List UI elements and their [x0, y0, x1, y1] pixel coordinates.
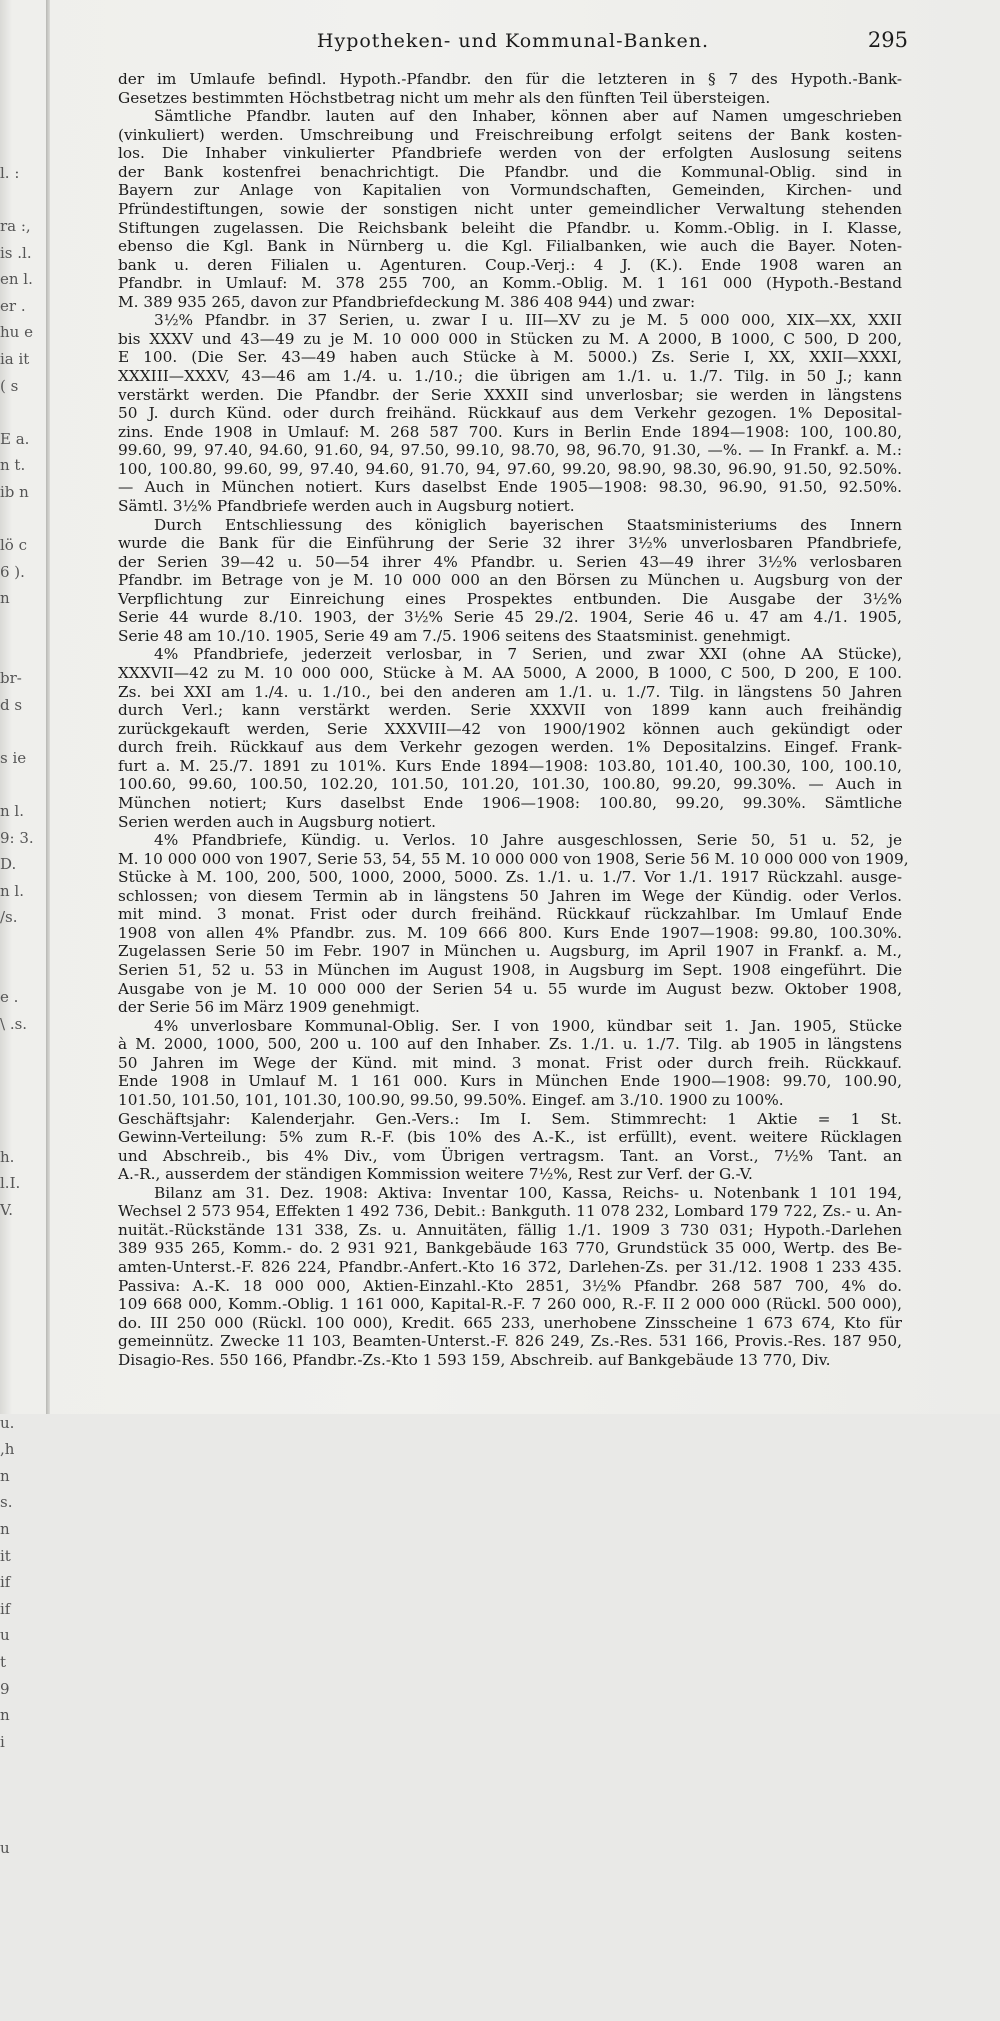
bleed-fragment: ,h — [0, 1440, 15, 1459]
bleed-fragment: ( s — [0, 376, 19, 395]
bleed-fragment: it — [0, 1546, 11, 1565]
bleed-fragment — [0, 107, 48, 134]
text-line: 1908 von allen 4% Pfandbr. zus. M. 109 666 800. Kurs Ende 1907—1908: 99.80, 100.30%. — [118, 923, 902, 942]
text-line: mit mind. 3 monat. Frist oder durch freihänd. Rückkauf rückzahlbar. Im Umlauf Ende — [118, 905, 902, 924]
text-line: Serien werden auch in Augsburg notiert. — [118, 812, 437, 831]
text-line: der Bank kostenfrei benachrichtigt. Die Pfandbr. und die Kommunal-Oblig. sind in — [118, 162, 902, 181]
text-line: Serie 44 wurde 8./10. 1903, der 3½% Serie 45 29./2. 1904, Serie 46 u. 47 am 4./1. 1905, — [118, 608, 902, 627]
text-line: bis XXXV und 43—49 zu je M. 10 000 000 in Stücken zu M. A 2000, B 1000, C 500, D 200, — [118, 329, 902, 348]
text-line: Ausgabe von je M. 10 000 000 der Serien 54 u. 55 wurde im August bezw. Oktober 1908, — [118, 979, 902, 998]
paragraph — [118, 645, 902, 831]
text-line: Gesetzes bestimmten Höchstbetrag nicht um mehr als den fünften Teil übersteigen. — [118, 88, 771, 107]
bleed-fragment: n l. — [0, 881, 24, 900]
bleed-fragment: en l. — [0, 270, 33, 289]
text-line: (vinkuliert) werden. Umschreibung und Freischreibung erfolgt seitens der Bank kosten- — [118, 125, 902, 144]
text-line: XXXIII—XXXV, 43—46 am 1./4. u. 1./10.; die übrigen am 1./1. u. 1./7. Tilg. in 50 J.; kann — [118, 367, 902, 385]
bleed-fragment — [0, 1968, 48, 1995]
text-line: verstärkt werden. Die Pfandbr. der Serie XXXII sind unverlosbar; sie werden in längstens — [118, 385, 902, 404]
bleed-fragment — [0, 1915, 48, 1942]
bleed-fragment — [0, 186, 48, 213]
bleed-fragment: u. — [0, 1413, 15, 1432]
bleed-fragment: n — [0, 1466, 10, 1485]
bleed-fragment: er . — [0, 296, 26, 315]
text-line: 100, 100.80, 99.60, 99, 97.40, 94.60, 91.70, 94, 97.60, 99.20, 98.90, 98.30, 96.90, 91.50, 92.50%. — [118, 459, 902, 478]
text-line: 4% Pfandbriefe, Kündig. u. Verlos. 10 Jahre ausgeschlossen, Serie 50, 51 u. 52, je — [154, 831, 902, 850]
bleed-fragment — [0, 1888, 48, 1915]
text-line: und Abschreib., bis 4% Div., vom Übrigen vertragsm. Tant. an Vorst., 7½% Tant. an — [118, 1146, 902, 1165]
bleed-fragment: u — [0, 1839, 10, 1858]
bleed-fragment — [0, 958, 48, 985]
paragraph — [118, 107, 902, 311]
text-line: Stiftungen zugelassen. Die Reichsbank beleiht die Pfandbr. u. Komm.-Oblig. in I. Klasse, — [118, 218, 902, 237]
text-line: Bayern zur Anlage von Kapitalien von Vormundschaften, Gemeinden, Kirchen- und — [118, 181, 902, 200]
text-line: los. Die Inhaber vinkulierter Pfandbriefe werden von der erfolgten Auslosung seitens — [118, 144, 902, 163]
text-line: nuität.-Rückstände 131 338, Zs. u. Annuitäten, fällig 1./1. 1909 3 730 031; Hypoth.-Darlehen — [118, 1220, 902, 1239]
text-line: Serien 51, 52 u. 53 in München im August 1908, in Augsburg im Sept. 1908 eingeführt. Die — [118, 961, 902, 979]
bleed-fragment — [0, 1862, 48, 1889]
body-text — [118, 70, 909, 1369]
text-line: 50 Jahren im Wege der Künd. mit mind. 3 monat. Frist oder durch freih. Rückkauf. — [118, 1053, 902, 1072]
bleed-fragment: 9 — [0, 1679, 10, 1698]
text-line: Durch Entschliessung des königlich bayerischen Staatsministeriums des Innern — [154, 515, 902, 534]
text-line: Ende 1908 in Umlauf M. 1 161 000. Kurs in München Ende 1900—1908: 99.70, 100.90, — [118, 1072, 902, 1091]
bleed-fragment — [0, 1091, 48, 1118]
text-line: Sämtliche Pfandbr. lauten auf den Inhaber, können aber auf Namen umgeschrieben — [154, 107, 902, 126]
text-line: wurde die Bank für die Einführung der Serie 32 ihrer 3½% unverlosbaren Pfandbriefe, — [118, 534, 902, 553]
text-line: M. 10 000 000 von 1907, Serie 53, 54, 55 M. 10 000 000 von 1908, Serie 56 M. 10 000 000 von 1909, — [118, 849, 909, 868]
running-head: Hypotheken- und Kommunal-Banken. — [316, 30, 710, 52]
text-line: — Auch in München notiert. Kurs daselbst Ende 1905—1908: 98.30, 96.90, 91.50, 92.50%. — [118, 478, 902, 497]
text-line: A.-R., ausserdem der ständigen Kommission weitere 7½%, Rest zur Verf. der G.-V. — [118, 1165, 753, 1184]
text-line: Bilanz am 31. Dez. 1908: Aktiva: Inventar 100, Kassa, Reichs- u. Notenbank 1 101 194, — [154, 1183, 902, 1202]
text-line: do. III 250 000 (Rückl. 100 000), Kredit. 665 233, unerhobene Zinsscheine 1 673 674, Kto für — [118, 1313, 902, 1332]
bleed-fragment: lö c — [0, 536, 27, 555]
text-line: M. 389 935 265, davon zur Pfandbriefdeckung M. 386 408 944) und zwar: — [118, 292, 696, 311]
text-line: Geschäftsjahr: Kalenderjahr. Gen.-Vers.: Im I. Sem. Stimmrecht: 1 Aktie = 1 St. — [118, 1109, 902, 1128]
text-line: 4% unverlosbare Kommunal-Oblig. Ser. I von 1900, kündbar seit 1. Jan. 1905, Stücke — [154, 1016, 902, 1035]
text-line: ebenso die Kgl. Bank in Nürnberg u. die Kgl. Filialbanken, wie auch die Bayer. Noten- — [118, 237, 902, 256]
paragraph — [118, 831, 909, 1017]
bleed-fragment — [0, 1357, 48, 1384]
text-line: München notiert; Kurs daselbst Ende 1906—1908: 100.80, 99.20, 99.30%. Sämtliche — [118, 793, 902, 812]
bleed-fragment — [0, 718, 48, 745]
bleed-fragment — [0, 931, 48, 958]
bleed-fragment: h. — [0, 1147, 15, 1166]
bleed-fragment: ib n — [0, 482, 29, 501]
bleed-fragment — [0, 1782, 48, 1809]
bleed-fragment: d s — [0, 695, 23, 714]
bleed-fragment — [0, 399, 48, 426]
text-line: Sämtl. 3½% Pfandbriefe werden auch in Augsburg notiert. — [118, 496, 575, 515]
bleed-fragment: n t. — [0, 456, 26, 475]
bleed-fragment: hu e — [0, 323, 33, 342]
bleed-fragment — [0, 1995, 48, 2021]
bleed-fragment: e . — [0, 988, 19, 1007]
book-spine-shadow — [46, 0, 50, 1414]
text-line: 3½% Pfandbr. in 37 Serien, u. zwar I u. III—XV zu je M. 5 000 000, XIX—XX, XXII — [154, 311, 902, 330]
bleed-fragment — [0, 1224, 48, 1251]
bleed-fragment: 9: 3. — [0, 828, 34, 847]
text-line: à M. 2000, 1000, 500, 200 u. 100 auf den Inhaber. Zs. 1./1. u. 1./7. Tilg. ab 1905 in längstens — [118, 1035, 902, 1054]
bleed-fragment — [0, 638, 48, 665]
bleed-fragment — [0, 1037, 48, 1064]
paragraph — [118, 1110, 902, 1184]
bleed-fragment — [0, 1330, 48, 1357]
paragraph — [118, 70, 902, 107]
bleed-fragment: br- — [0, 669, 22, 688]
text-line: Passiva: A.-K. 18 000 000, Aktien-Einzahl.-Kto 2851, 3½% Pfandbr. 268 587 700, 4% do. — [118, 1276, 902, 1295]
bleed-fragment: is .l. — [0, 243, 32, 262]
bleed-fragment: t — [0, 1653, 7, 1672]
text-line: 389 935 265, Komm.- do. 2 931 921, Bankgebäude 163 770, Grundstück 35 000, Wertp. des Be- — [118, 1239, 902, 1258]
bleed-fragment — [0, 1942, 48, 1969]
bleed-fragment — [0, 1117, 48, 1144]
text-line: Wechsel 2 573 954, Effekten 1 492 736, Debit.: Bankguth. 11 078 232, Lombard 179 722, Zs.- u. An- — [118, 1202, 902, 1221]
text-line: der im Umlaufe befindl. Hypoth.-Pfandbr. den für die letzteren in § 7 des Hypoth.-Bank- — [118, 70, 902, 88]
text-line: amten-Unterst.-F. 826 224, Pfandbr.-Anfert.-Kto 16 372, Darlehen-Zs. per 31./12. 1908 1 233 435. — [118, 1258, 902, 1276]
bleed-fragment: l. : — [0, 163, 20, 182]
bleed-fragment — [0, 1277, 48, 1304]
bleed-fragment — [0, 1064, 48, 1091]
bleed-fragment: ia it — [0, 349, 30, 368]
text-line: der Serie 56 im März 1909 genehmigt. — [118, 998, 420, 1017]
text-line: Zugelassen Serie 50 im Febr. 1907 in München u. Augsburg, im April 1907 in Frankf. a. M., — [118, 942, 902, 961]
text-line: Serie 48 am 10./10. 1905, Serie 49 am 7./5. 1906 seitens des Staatsminist. genehmigt. — [118, 626, 791, 645]
paragraph — [118, 311, 902, 515]
text-line: Stücke à M. 100, 200, 500, 1000, 2000, 5000. Zs. 1./1. u. 1./7. Vor 1./1. 1917 Rückzahl. ausge- — [118, 868, 902, 887]
text-line: der Serien 39—42 u. 50—54 ihrer 4% Pfandbr. u. Serien 43—49 ihrer 3½% verlosbaren — [118, 552, 902, 571]
bleed-fragment: E a. — [0, 429, 30, 448]
bleed-fragment: 6 ). — [0, 562, 25, 581]
text-line: 101.50, 101.50, 101, 101.30, 100.90, 99.50, 99.50%. Eingef. am 3./10. 1900 zu 100%. — [118, 1090, 784, 1109]
text-line: furt a. M. 25./7. 1891 zu 101%. Kurs Ende 1894—1908: 103.80, 101.40, 100.30, 100, 100.10, — [118, 756, 902, 775]
bleed-fragment: n — [0, 589, 10, 608]
text-line: Pfandbr. im Betrage von je M. 10 000 000 an den Börsen zu München u. Augsburg von der — [118, 571, 902, 590]
paragraph — [118, 1184, 902, 1370]
text-line: E 100. (Die Ser. 43—49 haben auch Stücke à M. 5000.) Zs. Serie I, XX, XXII—XXXI, — [118, 348, 902, 367]
bleed-fragment: l.I. — [0, 1174, 21, 1193]
bleed-fragment: u — [0, 1626, 10, 1645]
text-line: Gewinn-Verteilung: 5% zum R.-F. (bis 10% des A.-K., ist erfüllt), event. weitere Rücklagen — [118, 1128, 902, 1147]
text-line: durch freih. Rückkauf aus dem Verkehr gezogen werden. 1% Depositalzins. Eingef. Frank- — [118, 738, 902, 757]
bleed-fragment: i — [0, 1732, 5, 1751]
bleed-fragment: /s. — [0, 908, 18, 927]
bleed-fragment — [0, 80, 48, 107]
text-line: durch Verl.; kann verstärkt werden. Serie XXXVII von 1899 kann auch freihändig — [118, 701, 902, 720]
text-line: Verpflichtung zur Einreichung eines Prospektes entbunden. Die Ausgabe der 3½% — [118, 589, 902, 608]
text-line: 100.60, 99.60, 100.50, 102.20, 101.50, 101.20, 101.30, 100.80, 99.20, 99.30%. — Auch in — [118, 775, 902, 794]
bleed-fragment — [0, 133, 48, 160]
text-line: zins. Ende 1908 in Umlauf: M. 268 587 700. Kurs in Berlin Ende 1894—1908: 100, 100.80, — [118, 422, 902, 441]
bleed-fragment: n — [0, 1706, 10, 1725]
bleed-fragment: if — [0, 1599, 11, 1618]
text-line: schlossen; von diesem Termin ab in längstens 50 Jahren im Wege der Kündig. oder Verlos. — [118, 886, 902, 905]
bleed-fragment: s ie — [0, 748, 27, 767]
text-line: Pfründestiftungen, sowie der sonstigen nicht unter gemeindlicher Verwaltung stehenden — [118, 199, 902, 218]
text-line: Disagio-Res. 550 166, Pfandbr.-Zs.-Kto 1 593 159, Abschreib. auf Bankgebäude 13 770, Div. — [118, 1350, 831, 1369]
bleed-fragment — [0, 1755, 48, 1782]
text-line: 4% Pfandbriefe, jederzeit verlosbar, in 7 Serien, und zwar XXI (ohne AA Stücke), — [154, 645, 902, 664]
bleed-fragment — [0, 1250, 48, 1277]
text-line: bank u. deren Filialen u. Agenturen. Coup.-Verj.: 4 J. (K.). Ende 1908 waren an — [118, 255, 902, 274]
bleed-fragment: if — [0, 1573, 11, 1592]
text-line: Pfandbr. in Umlauf: M. 378 255 700, an Komm.-Oblig. M. 1 161 000 (Hypoth.-Bestand — [118, 274, 902, 293]
text-line: 99.60, 99, 97.40, 94.60, 91.60, 94, 97.50, 99.10, 98.70, 98, 96.70, 91.30, —%. — In Frankf. a. M.: — [118, 441, 902, 460]
paragraph — [118, 516, 902, 646]
paragraph — [118, 1017, 902, 1110]
bleed-fragment: s. — [0, 1493, 13, 1512]
text-line: 109 668 000, Komm.-Oblig. 1 161 000, Kapital-R.-F. 7 260 000, R.-F. II 2 000 000 (Rückl. 500 000), — [118, 1295, 902, 1314]
bleed-fragment — [0, 612, 48, 639]
bleed-fragment: D. — [0, 855, 17, 874]
text-line: Zs. bei XXI am 1./4. u. 1./10., bei den anderen am 1./1. u. 1./7. Tilg. in längstens 50 Jahren — [118, 682, 902, 701]
page-number: 295 — [867, 28, 908, 52]
text-line: gemeinnütz. Zwecke 11 103, Beamten-Unterst.-F. 826 249, Zs.-Res. 531 166, Provis.-Res. 187 950, — [118, 1332, 902, 1351]
bleed-fragment: ra :, — [0, 216, 31, 235]
bleed-fragment — [0, 1383, 48, 1410]
bleed-fragment — [0, 1809, 48, 1836]
text-line: 50 J. durch Künd. oder durch freihänd. Rückkauf aus dem Verkehr gezogen. 1% Deposital- — [118, 404, 902, 423]
bleed-fragment: n l. — [0, 802, 24, 821]
page-header — [118, 28, 908, 58]
text-line: XXXVII—42 zu M. 10 000 000, Stücke à M. AA 5000, A 2000, B 1000, C 500, D 200, E 100. — [118, 664, 902, 682]
bleed-fragment — [0, 506, 48, 533]
bleed-fragment — [0, 771, 48, 798]
bleed-fragment: \ .s. — [0, 1014, 28, 1033]
bleed-fragment: n — [0, 1520, 10, 1539]
bleed-fragment — [0, 1303, 48, 1330]
left-page-bleed — [0, 80, 48, 1858]
bleed-fragment: V. — [0, 1200, 13, 1219]
text-line: zurückgekauft werden, Serie XXXVIII—42 von 1900/1902 können auch gekündigt oder — [118, 719, 902, 738]
